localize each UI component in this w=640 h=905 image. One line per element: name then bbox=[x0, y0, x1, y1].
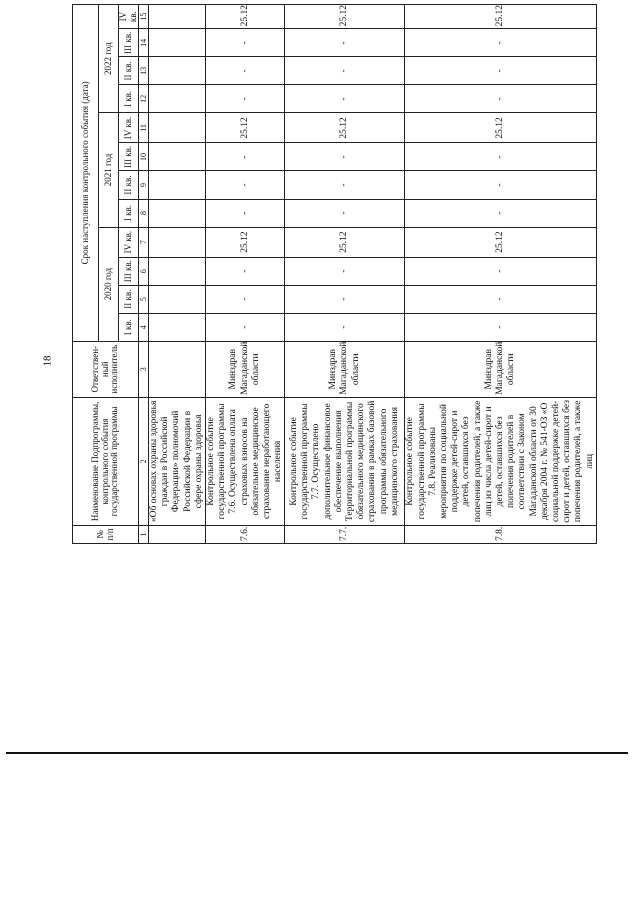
column-number: 15 bbox=[139, 5, 149, 29]
quarter-value: - bbox=[206, 57, 285, 85]
quarter-value: - bbox=[206, 313, 285, 341]
quarter-value: 25.12 bbox=[206, 227, 285, 257]
row-number: 7.7. bbox=[285, 525, 405, 543]
header-executor: Ответствен-ный исполнитель bbox=[73, 341, 139, 397]
quarter-value: - bbox=[285, 57, 405, 85]
page-number: 18 bbox=[41, 355, 54, 367]
quarter-value: - bbox=[206, 199, 285, 227]
quarter-value: - bbox=[405, 171, 596, 199]
quarter-value: - bbox=[285, 285, 405, 313]
column-number: 7 bbox=[139, 227, 149, 257]
rotated-table-wrapper bbox=[72, 4, 595, 544]
header-period: Срок наступления контрольного события (дата) bbox=[73, 5, 99, 342]
quarter-value: - bbox=[206, 143, 285, 171]
quarter-value: - bbox=[285, 313, 405, 341]
schedule-table-container bbox=[72, 4, 595, 544]
header-quarter: III кв. bbox=[119, 143, 139, 171]
control-events-table bbox=[72, 4, 597, 544]
header-quarter: IV кв. bbox=[119, 227, 139, 257]
quarter-value: 25.12 bbox=[285, 5, 405, 29]
quarter-value: - bbox=[285, 29, 405, 57]
column-number: 6 bbox=[139, 257, 149, 285]
quarter-value: 25.12 bbox=[405, 113, 596, 143]
quarter-value: 25.12 bbox=[405, 227, 596, 257]
executor: Минздрав Магаданской области bbox=[285, 341, 405, 397]
quarter-value: 25.12 bbox=[206, 5, 285, 29]
quarter-value: - bbox=[206, 29, 285, 57]
quarter-value: - bbox=[285, 199, 405, 227]
column-number: 11 bbox=[139, 113, 149, 143]
quarter-value: - bbox=[206, 285, 285, 313]
column-number: 3 bbox=[139, 341, 149, 397]
executor: Минздрав Магаданской области bbox=[405, 341, 596, 397]
column-number: 14 bbox=[139, 29, 149, 57]
quarter-value: - bbox=[405, 257, 596, 285]
quarter-value: - bbox=[405, 85, 596, 113]
quarter-value: - bbox=[405, 29, 596, 57]
executor: Минздрав Магаданской области bbox=[206, 341, 285, 397]
event-name: Контрольное событие государственной программы 7.8. Реализованы мероприятия по социальной поддержке детей-сирот и детей, оставшихся без попечения родителей, а также лиц из числа детей-сирот и детей, оставшихся без попечения родителей в соответствии с Законом Магаданской области от 30 декабря 2004 г. № 541-ОЗ «О социальной поддержке детей-сирот и детей, оставшихся без попечения родителей, а также лиц bbox=[405, 397, 596, 525]
table-row bbox=[285, 5, 405, 544]
column-number: 1 bbox=[139, 525, 149, 543]
header-quarter: II кв. bbox=[119, 57, 139, 85]
column-number: 4 bbox=[139, 313, 149, 341]
column-number: 10 bbox=[139, 143, 149, 171]
quarter-value: 25.12 bbox=[405, 5, 596, 29]
row-number: 7.8. bbox=[405, 525, 596, 543]
header-quarter: I кв. bbox=[119, 85, 139, 113]
table-row-continuation bbox=[149, 5, 206, 544]
header-quarter: II кв. bbox=[119, 285, 139, 313]
quarter-value: - bbox=[206, 85, 285, 113]
column-number-row bbox=[139, 5, 149, 544]
header-num: № п/п bbox=[73, 525, 139, 543]
header-quarter: I кв. bbox=[119, 313, 139, 341]
column-number: 9 bbox=[139, 171, 149, 199]
header-quarter: IV кв. bbox=[119, 113, 139, 143]
header-year-2020: 2020 год bbox=[99, 227, 119, 341]
header-quarter: III кв. bbox=[119, 29, 139, 57]
column-number: 2 bbox=[139, 397, 149, 525]
header-quarter: I кв. bbox=[119, 199, 139, 227]
quarter-value: - bbox=[405, 285, 596, 313]
header-year-2022: 2022 год bbox=[99, 5, 119, 113]
quarter-value: 25.12 bbox=[285, 113, 405, 143]
row-number: 7.6. bbox=[206, 525, 285, 543]
column-number: 13 bbox=[139, 57, 149, 85]
quarter-value: - bbox=[285, 143, 405, 171]
header-quarter: II кв. bbox=[119, 171, 139, 199]
event-name: Контрольное событие государственной программы 7.7. Осуществлено дополнительное финансовое обеспечение выполнения Территориальной программы обязательного медицинского страхования в рамках базовой программы обязательного медицинского страхования bbox=[285, 397, 405, 525]
quarter-value: - bbox=[285, 257, 405, 285]
quarter-value: - bbox=[405, 313, 596, 341]
quarter-value: - bbox=[206, 257, 285, 285]
table-row bbox=[405, 5, 596, 544]
quarter-value: - bbox=[206, 171, 285, 199]
quarter-value: - bbox=[285, 85, 405, 113]
header-quarter: III кв. bbox=[119, 257, 139, 285]
header-quarter: IV кв. bbox=[119, 5, 139, 29]
column-number: 12 bbox=[139, 85, 149, 113]
column-number: 8 bbox=[139, 199, 149, 227]
quarter-value: - bbox=[405, 57, 596, 85]
page-divider bbox=[6, 752, 628, 754]
quarter-value: 25.12 bbox=[206, 113, 285, 143]
quarter-value: - bbox=[405, 143, 596, 171]
quarter-value: 25.12 bbox=[285, 227, 405, 257]
column-number: 5 bbox=[139, 285, 149, 313]
header-name: Наименование Подпрограммы, контрольного события государственной программы bbox=[73, 397, 139, 525]
event-name: Контрольное событие государственной программы 7.6. Осуществлена оплата страховых взносов на обязательное медицинское страхование неработающего населения bbox=[206, 397, 285, 525]
table-row bbox=[206, 5, 285, 544]
header-year-2021: 2021 год bbox=[99, 113, 119, 227]
quarter-value: - bbox=[285, 171, 405, 199]
continuation-name: «Об основах охраны здоровья граждан в Российской Федерации» полномочий Российской Федерации в сфере охраны здоровья bbox=[149, 397, 206, 525]
quarter-value: - bbox=[405, 199, 596, 227]
